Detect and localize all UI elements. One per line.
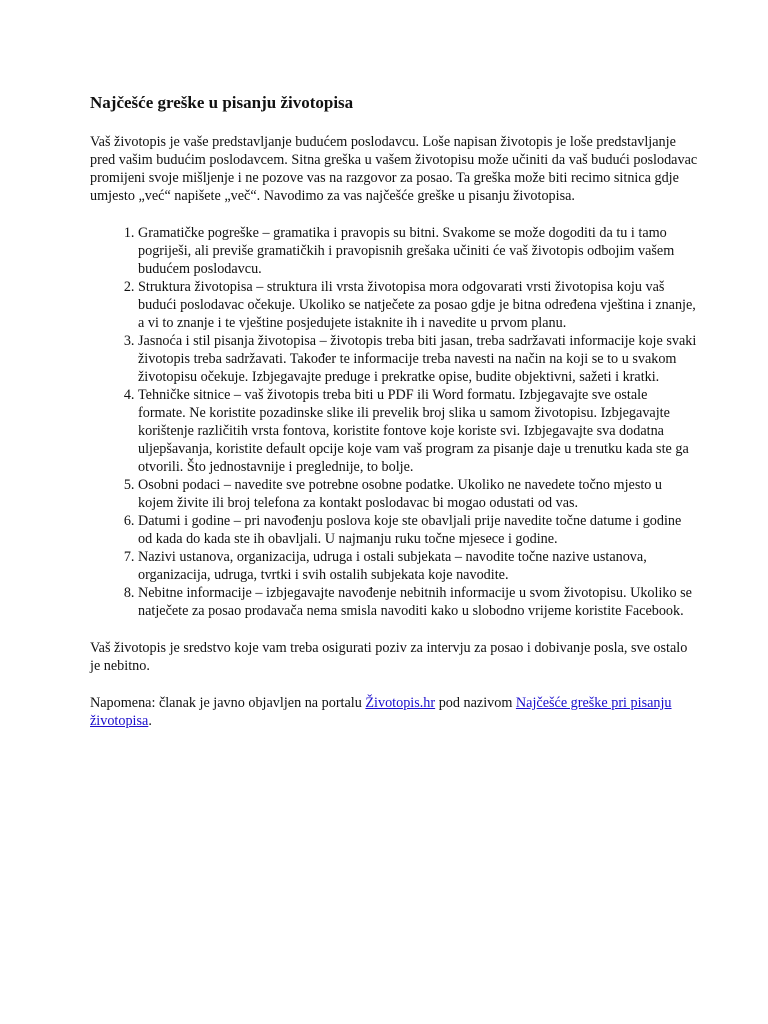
note-prefix: Napomena: članak je javno objavljen na portalu [90,695,366,711]
list-item: 4. Tehničke sitnice – vaš životopis treba biti u PDF ili Word formatu. Izbjegavajte sve ostale formate. Ne koristite pozadinske slike ili prevelik broj slika u samom životopisu. Izbjegavajte korištenje različitih vrsta fontova, koristite fontove koje koriste svi. Izbjegavajte sva dodatna uljepšavanja, koristite default opcije koje vam vaš program za pisanje daje u trenutku kada ste ga otvorili. Što jednostavnije i preglednije, to bolje. [138,386,698,476]
list-item: 2. Struktura životopisa – struktura ili vrsta životopisa mora odgovarati vrsti životopisa koju vaš budući poslodavac očekuje. Ukoliko se natječete za posao gdje je bitna određena vještina i znanje, a vi to znanje i te vještine posjedujete istaknite ih i navedite u prvom planu. [138,278,698,332]
article-title: Najčešće greške u pisanju životopisa [90,93,354,112]
list-item: 6. Datumi i godine – pri navođenju poslova koje ste obavljali prije navedite točne datume i godine od kada do kada ste ih obavljali. U najmanju ruku točne mjesece i godine. [138,512,698,548]
intro-paragraph: Vaš životopis je vaše predstavljanje budućem poslodavcu. Loše napisan životopis je loše predstavljanje pred vašim budućim poslodavcem. Sitna greška u vašem životopisu može učiniti da vaš budući poslodavac promijeni svoje mišljenje i ne pozove vas na razgovor za posao. Ta greška može biti recimo sitnica gdje umjesto „već“ napišete „več“. Navodimo za vas najčešće greške u pisanju životopisa. [90,134,698,204]
portal-link[interactable]: Životopis.hr [365,695,436,711]
note-paragraph [90,694,698,730]
note-middle: pod nazivom [435,695,516,711]
list-item: 5. Osobni podaci – navedite sve potrebne osobne podatke. Ukoliko ne navedete točno mjesto u kojem živite ili broj telefona za kontakt poslodavac bi mogao odustati od vas. [138,476,698,512]
list-item: 8. Nebitne informacije – izbjegavajte navođenje nebitnih informacije u svom životopisu. Ukoliko se natječete za posao prodavača nema smisla navoditi kako u slobodno vrijeme koristite Facebook. [138,584,698,620]
note-suffix: . [148,713,152,729]
list-item: 3. Jasnoća i stil pisanja životopisa – životopis treba biti jasan, treba sadržavati informacije koje svaki životopis treba sadržavati. Također te informacije treba navesti na način na koji se to u svakom životopisu očekuje. Izbjegavajte preduge i prekratke opise, budite objektivni, sažeti i kratki. [138,332,698,386]
mistakes-list [90,224,698,620]
list-item: 7. Nazivi ustanova, organizacija, udruga i ostali subjekata – navodite točne nazive ustanova, organizacija, udruga, tvrtki i svih ostalih subjekata koje navodite. [138,548,698,584]
list-item: 1. Gramatičke pogreške – gramatika i pravopis su bitni. Svakome se može dogoditi da tu i tamo pogriješi, ali previše gramatičkih i pravopisnih grešaka učiniti će vaš životopis odbojim vašem budućem poslodavcu. [138,224,698,278]
article-link[interactable]: Najčešće greške pri pisanju životopisa [90,695,672,729]
outro-paragraph: Vaš životopis je sredstvo koje vam treba osigurati poziv za intervju za posao i dobivanje posla, sve ostalo je nebitno. [90,640,688,674]
